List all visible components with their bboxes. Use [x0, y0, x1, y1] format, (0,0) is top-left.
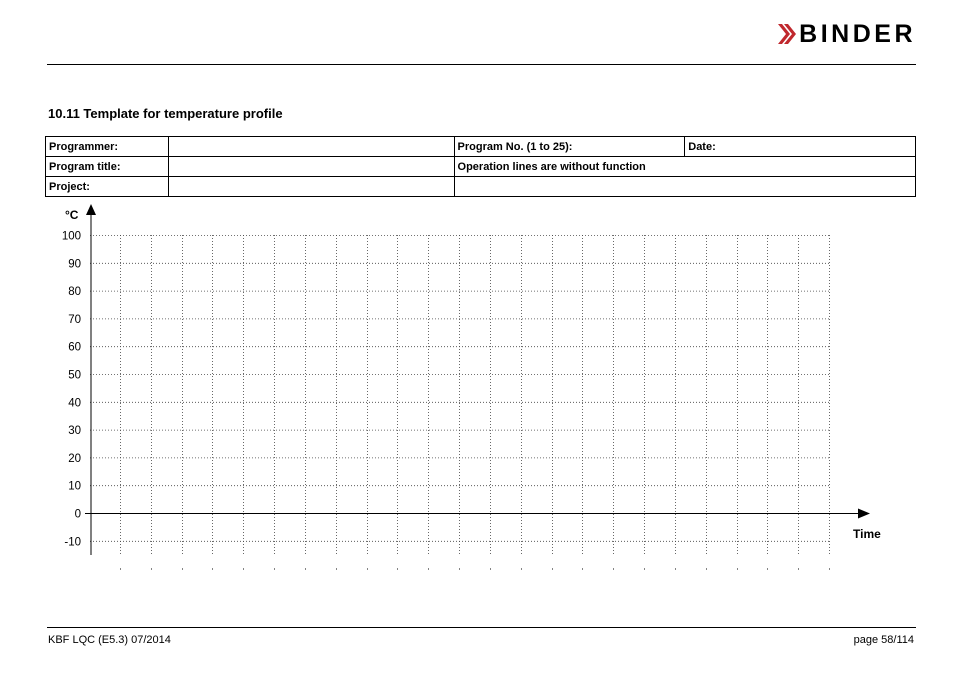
y-tick-label: 70: [68, 313, 81, 326]
section-title: 10.11 Template for temperature profile: [48, 106, 283, 121]
y-tick-label: 60: [68, 341, 81, 354]
program-title-label: Program title:: [46, 157, 169, 177]
y-tick-label: 90: [68, 258, 81, 271]
program-no-label: Program No. (1 to 25):: [454, 137, 685, 157]
operation-lines-note: Operation lines are without function: [454, 157, 915, 177]
y-tick-label: 10: [68, 480, 81, 493]
date-label: Date:: [685, 137, 916, 157]
y-tick-label: 80: [68, 286, 81, 299]
y-tick-label: 40: [68, 397, 81, 410]
y-tick-label: 100: [61, 230, 81, 243]
x-axis-label: Time: [853, 527, 881, 541]
footer-rule: [47, 627, 916, 628]
y-tick-label: -10: [64, 536, 81, 549]
y-tick-label: 20: [68, 452, 81, 465]
y-tick-label: 50: [68, 369, 81, 382]
project-label: Project:: [46, 177, 169, 197]
page-number: page 58/114: [853, 634, 914, 646]
x-axis-arrow-icon: [858, 509, 870, 519]
y-tick-label: 30: [68, 425, 81, 438]
programmer-label: Programmer:: [46, 137, 169, 157]
brand-name: BINDER: [799, 20, 916, 48]
document-reference: KBF LQC (E5.3) 07/2014: [48, 634, 171, 646]
y-axis-arrow-icon: [86, 204, 96, 215]
y-axis-label: °C: [65, 208, 79, 222]
y-tick-label: 0: [74, 508, 81, 521]
